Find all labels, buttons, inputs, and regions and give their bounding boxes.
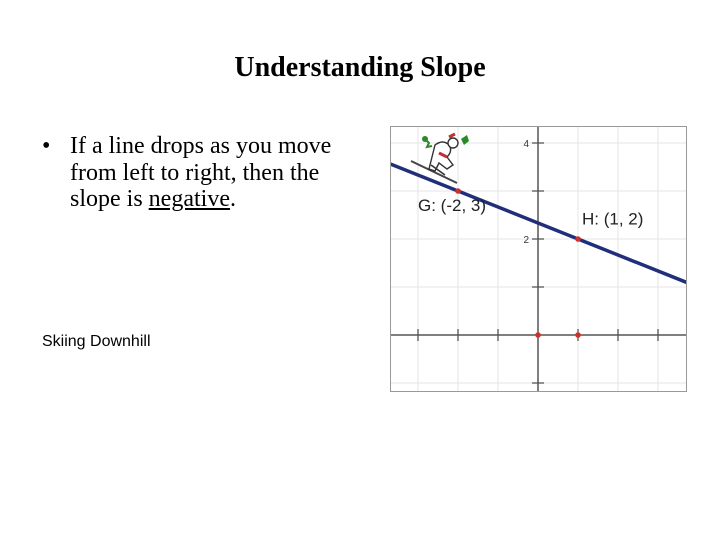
y-tick-label: 4 bbox=[523, 139, 529, 150]
skiing-caption: Skiing Downhill bbox=[42, 333, 151, 350]
plotted-point bbox=[535, 332, 541, 338]
bullet-text-end: . bbox=[229, 186, 236, 212]
point-label-h: H: (1, 2) bbox=[582, 209, 644, 229]
point-label-g: G: (-2, 3) bbox=[418, 196, 487, 216]
tick-labels bbox=[523, 139, 529, 246]
plotted-point bbox=[575, 332, 581, 338]
graph-canvas bbox=[391, 127, 686, 391]
bullet-text-main: If a line drops as you move from left to right, then the slope is bbox=[70, 133, 332, 212]
y-tick-label: 2 bbox=[523, 235, 529, 246]
slide-title: Understanding Slope bbox=[234, 52, 486, 83]
bullet-text bbox=[70, 133, 345, 213]
negative-keyword: negative bbox=[148, 186, 230, 212]
plotted-point bbox=[575, 236, 581, 242]
plotted-point bbox=[455, 188, 461, 194]
point-labels bbox=[418, 196, 643, 228]
bullet-dot: • bbox=[42, 133, 51, 159]
slope-graph bbox=[390, 126, 687, 392]
